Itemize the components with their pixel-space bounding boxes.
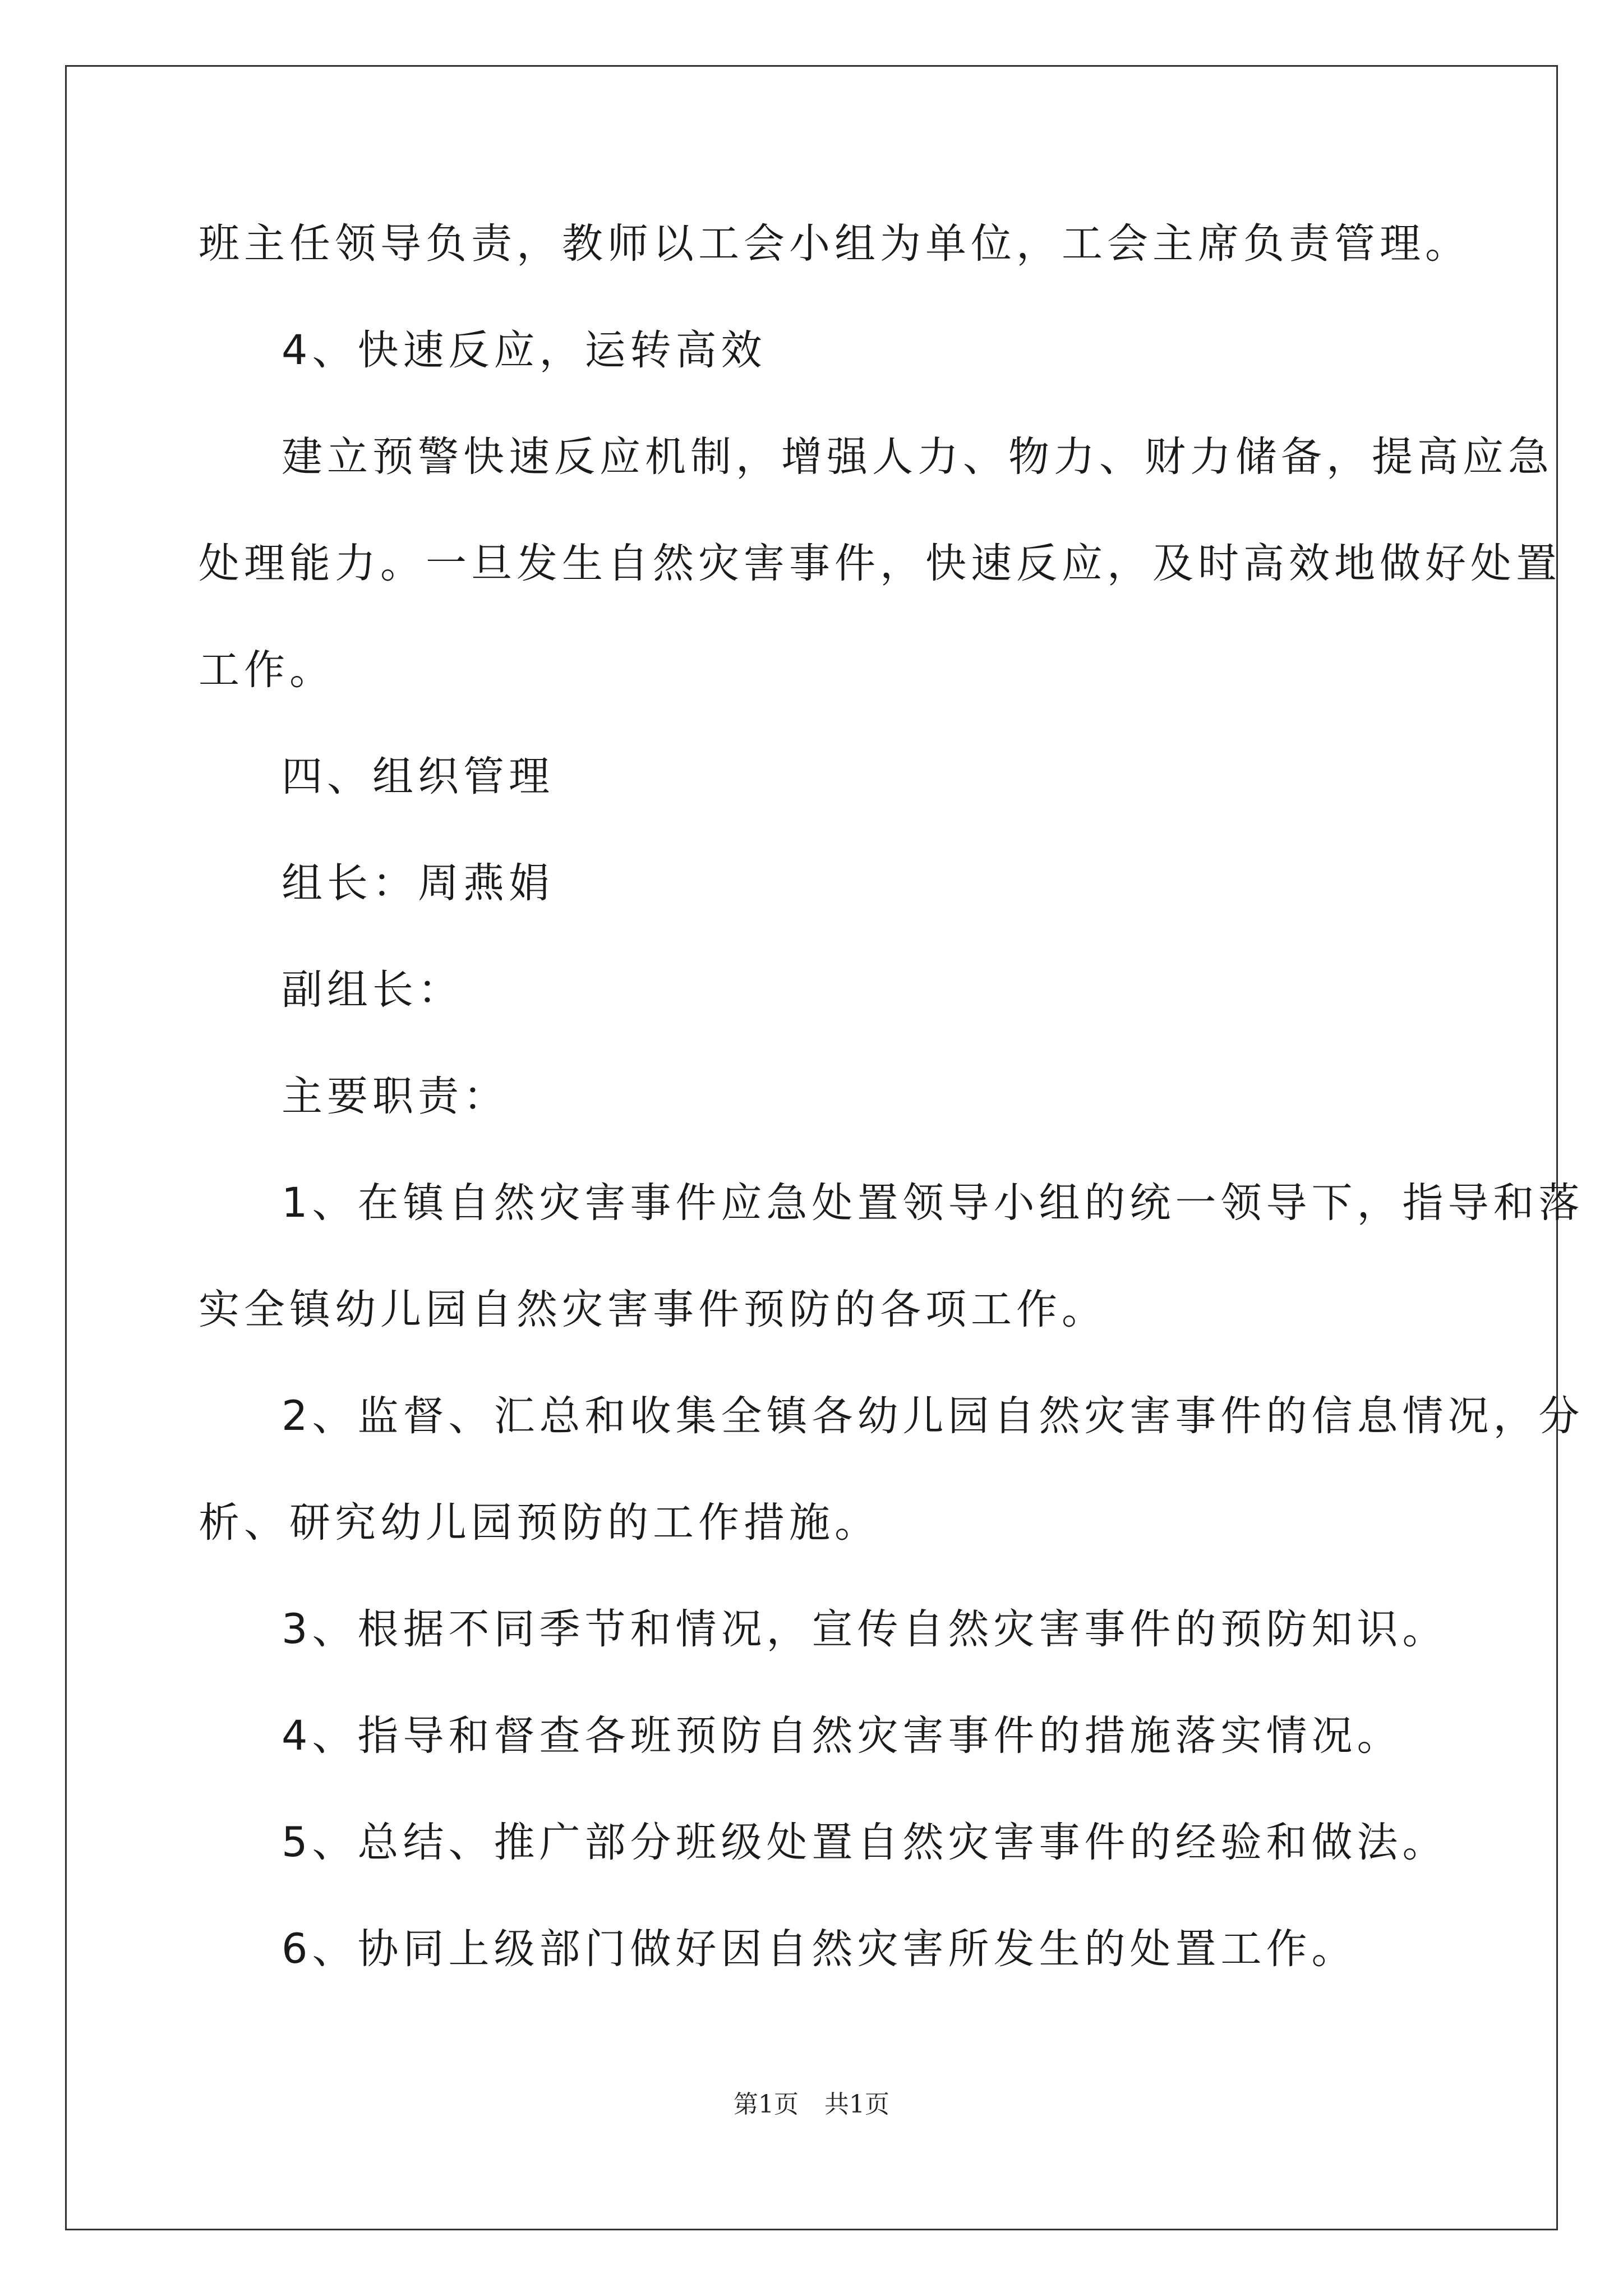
- paragraph-line: 工作。: [199, 646, 335, 694]
- paragraph-line: 处理能力。一旦发生自然灾害事件，快速反应，及时高效地做好处置: [199, 540, 1561, 587]
- paragraph-line: 建立预警快速反应机制，增强人力、物力、财力储备，提高应急: [282, 433, 1553, 481]
- page-number-total: 共1页: [824, 2090, 889, 2119]
- list-item-line: 5、总结、推广部分班级处置自然灾害事件的经验和做法。: [282, 1819, 1448, 1866]
- page-border: [65, 65, 1558, 2230]
- paragraph-line: 副组长：: [282, 966, 463, 1014]
- list-item-line: 6、协同上级部门做好因自然灾害所发生的处置工作。: [282, 1925, 1357, 1973]
- list-item-line: 实全镇幼儿园自然灾害事件预防的各项工作。: [199, 1286, 1107, 1333]
- page-number-current: 第1页: [734, 2090, 799, 2119]
- list-item-line: 析、研究幼儿园预防的工作措施。: [199, 1499, 880, 1547]
- list-item-line: 4、指导和督查各班预防自然灾害事件的措施落实情况。: [282, 1712, 1403, 1760]
- list-item-line: 1、在镇自然灾害事件应急处置领导小组的统一领导下，指导和落: [282, 1179, 1584, 1227]
- paragraph-line: 组长：周燕娟: [282, 859, 554, 907]
- list-item-line: 3、根据不同季节和情况，宣传自然灾害事件的预防知识。: [282, 1605, 1448, 1653]
- paragraph-line: 班主任领导负责，教师以工会小组为单位，工会主席负责管理。: [199, 220, 1470, 268]
- list-item-line: 2、监督、汇总和收集全镇各幼儿园自然灾害事件的信息情况，分: [282, 1392, 1584, 1440]
- page-footer: [0, 2088, 1623, 2122]
- paragraph-line: 主要职责：: [282, 1073, 509, 1120]
- subheading-line: 4、快速反应，运转高效: [282, 326, 767, 374]
- section-heading: 四、组织管理: [282, 753, 554, 800]
